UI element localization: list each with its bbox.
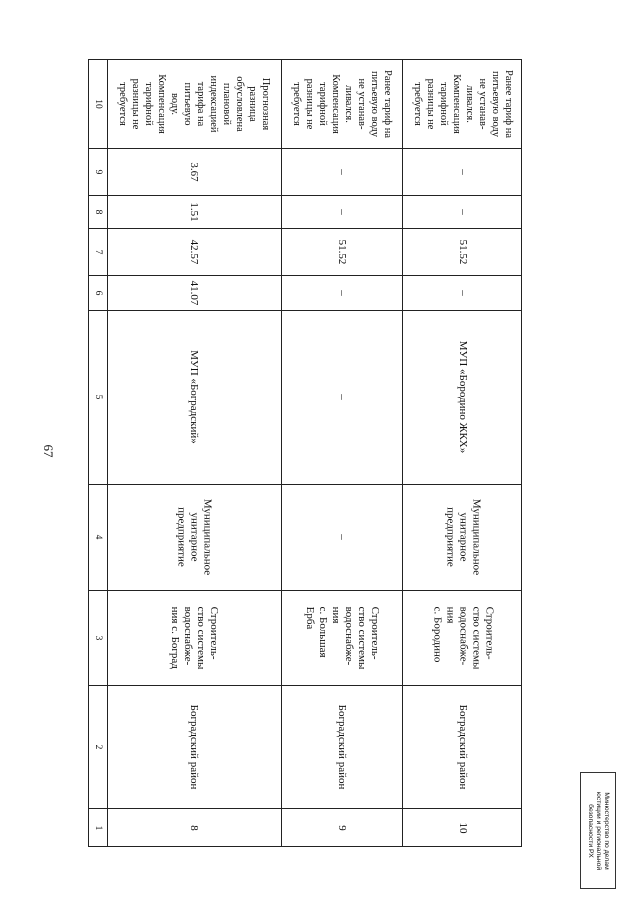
header-cell-9: 9 — [93, 169, 103, 174]
header-cell-4: 4 — [93, 534, 103, 540]
row-9-object: Строитель- ство системы водоснабже- ния с. Большая Ерба — [303, 606, 381, 669]
page-number: 67 — [41, 444, 56, 458]
row-9-col7: 51.52 — [335, 239, 348, 264]
row-8-number: 8 — [188, 825, 200, 831]
header-cell-6: 6 — [93, 290, 103, 295]
row-8-note: Прогнозная разница обусловлена плановой индексацией тарифа на питьевую воду. Компенсация тарифной разницы не требуется — [117, 74, 271, 134]
row-10-number: 10 — [456, 822, 469, 834]
row-9-col9: – — [335, 168, 348, 175]
row-10-object: Строитель- ство системы водоснабже- ния с. Бородино — [431, 606, 495, 669]
header-cell-10: 10 — [93, 99, 103, 109]
row-8-col7: 42.57 — [188, 239, 200, 264]
row-9-org-form: – — [335, 534, 348, 540]
row-8-org-name: МУП «Боградский» — [188, 350, 200, 444]
row-9-col6: – — [335, 289, 348, 296]
row-8-district: Боградский район — [188, 704, 200, 789]
row-8-col6: 41.07 — [188, 280, 200, 305]
row-10-col8: – — [456, 208, 469, 215]
row-10-col9: – — [456, 168, 469, 175]
row-10-org-form: Муниципальное унитарное предприятие — [444, 498, 482, 576]
header-cell-1: 1 — [93, 825, 103, 831]
data-table — [88, 59, 522, 847]
row-10-note: Ранее тариф на питьевую воду не устанав- ливался. Компенсация тарифной разницы не требуется — [411, 69, 514, 139]
row-9-note: Ранее тариф на питьевую воду не устанав- ливался. Компенсация тарифной разницы не требуется — [290, 69, 393, 139]
row-9-col8: – — [335, 208, 348, 215]
header-cell-3: 3 — [93, 635, 103, 640]
header-cell-2: 2 — [93, 744, 103, 749]
row-10-col7: 51.52 — [456, 239, 469, 264]
header-cell-7: 7 — [93, 249, 103, 254]
row-10-district: Боградский район — [456, 704, 469, 789]
row-8-col8: 1.51 — [188, 201, 200, 222]
row-10-col6: – — [456, 289, 469, 296]
header-cell-5: 5 — [93, 394, 103, 400]
row-9-number: 9 — [335, 825, 348, 831]
row-8-col9: 3.67 — [188, 161, 200, 182]
ministry-stamp: Минюстерство по делам юстиции и региональной безопасности РХ — [580, 772, 616, 889]
row-8-org-form: Муниципальное унитарное предприятие — [175, 498, 214, 576]
row-8-object: Строитель- ство системы водоснабже- ния с. Боград — [169, 606, 220, 669]
row-10-org-name: МУП «Бородино ЖКХ» — [456, 340, 469, 454]
row-9-district: Боградский район — [335, 704, 348, 789]
header-cell-8: 8 — [93, 209, 103, 214]
row-9-org-name: – — [335, 394, 348, 400]
